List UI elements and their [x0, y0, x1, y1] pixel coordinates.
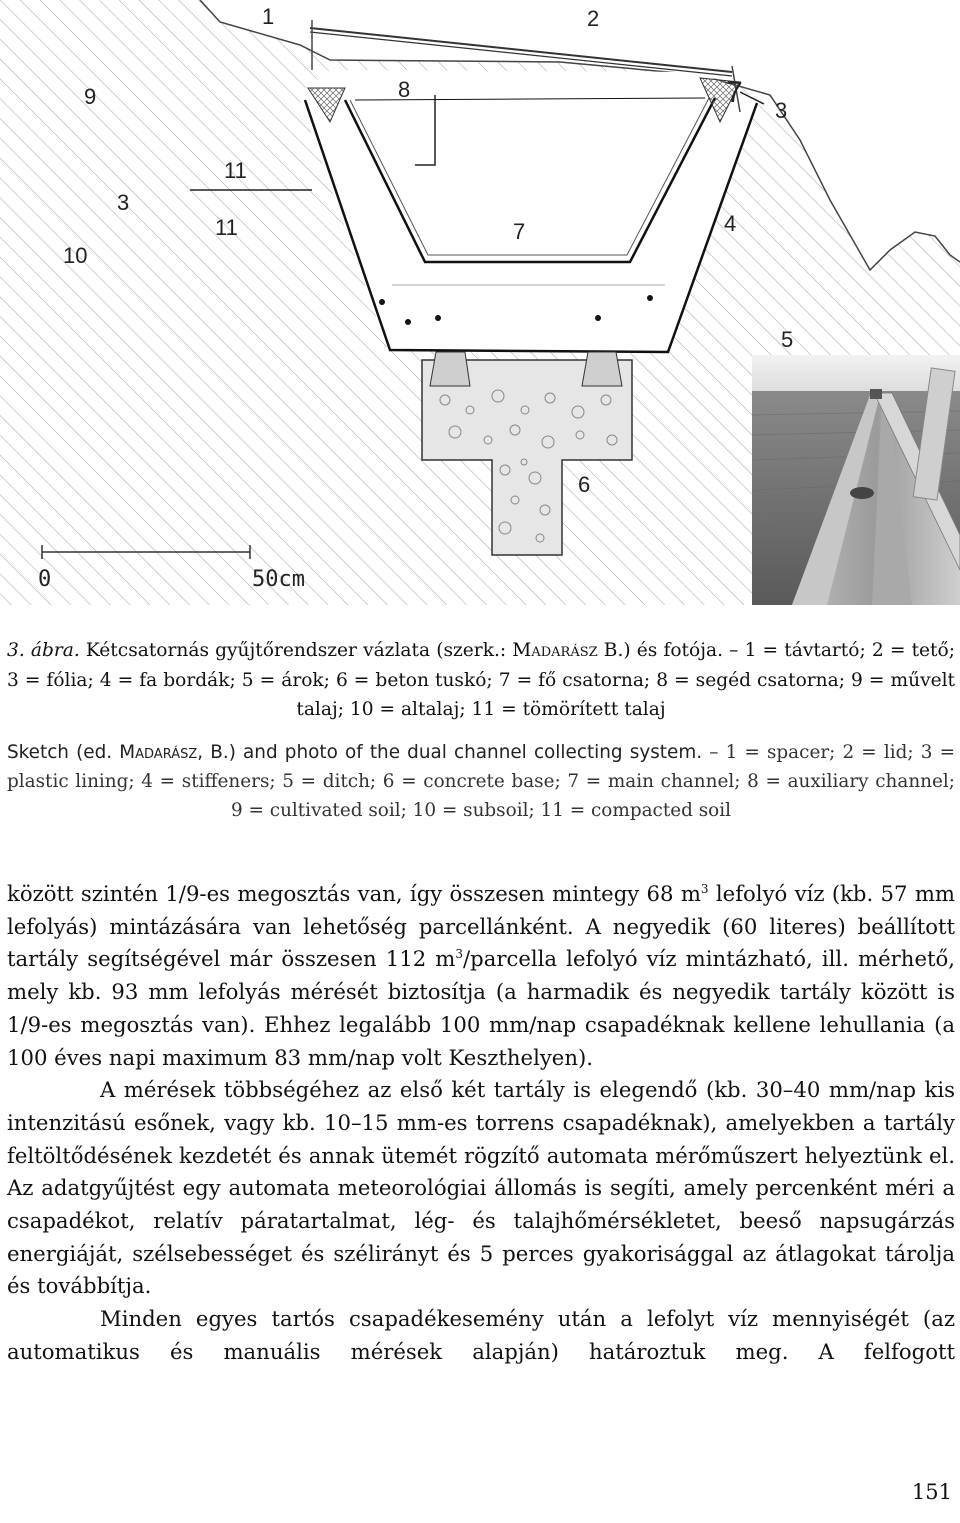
dot-marker: [435, 315, 441, 321]
caption-hu-text-2: B.) és fotója. – 1 = távtartó; 2 = tető; 3 = fólia; 4 = fa bordák; 5 = árok; 6 = beton tuskó; 7 = fő csatorna; 8 = segéd csatorna; 9 = művelt talaj; 10 = altalaj; 11 = tömörített talaj: [7, 640, 955, 720]
caption-hu-text-1: Kétcsatornás gyűjtőrendszer vázlata (szerk.:: [79, 640, 513, 661]
p1-text-b: lefolyó víz (kb. 57 mm lefolyás) mintázására van lehetőség parcellánként. A negyedik (60 literes) beállított tartály segítségével már összesen 112 m: [7, 881, 956, 972]
dot-marker: [379, 299, 385, 305]
callout-6: 6: [578, 472, 591, 497]
callout-9: 9: [84, 84, 97, 109]
callout-2: 2: [587, 6, 600, 31]
dot-marker: [405, 319, 411, 325]
page-number: 151: [911, 1480, 952, 1504]
caption-en-text-1: Sketch (ed.: [7, 742, 120, 763]
caption-hungarian: [7, 636, 955, 725]
paragraph-3: Minden egyes tartós csapadékesemény után a lefolyt víz mennyiségét (az automatikus és manuális mérések alapján) határoztuk meg. A felfogott: [7, 1306, 955, 1364]
caption-en-author: Madarász: [119, 742, 198, 763]
callout-5: 5: [781, 327, 794, 352]
p1-text-a: között szintén 1/9-es megosztás van, így összesen mintegy 68 m: [7, 881, 701, 906]
scale-end-label: 50cm: [252, 567, 305, 592]
callout-3-left: 3: [117, 190, 130, 215]
dot-marker: [595, 315, 601, 321]
caption-lead: 3. ábra.: [7, 640, 80, 661]
paragraph-1: [7, 878, 955, 1074]
caption-hu-author: Madarász: [512, 640, 598, 661]
p1-superscript-1: 3: [700, 881, 709, 896]
callout-8: 8: [398, 77, 411, 102]
callout-7-top: 7: [726, 76, 743, 109]
dot-marker: [647, 295, 653, 301]
callout-3-right: 3: [775, 98, 788, 123]
paragraph-2: A mérések többségéhez az első két tartály is elegendő (kb. 30–40 mm/nap kis intenzitású esőnek, vagy kb. 10–15 mm-es torrens csapadéknak), amelyekben a tartály feltöltődésének kezdetét és annak ütemét rögzítő automata mérőműszert helyeztünk el. Az adatgyűjtést egy automata meteorológiai állomás is segíti, amely percenként méri a csapadékot, relatív páratartalmat, lég- és talajhőmérsékletet, beeső napsugárzás energiáját, szélsebességet és szélirányt és 5 perces gyakorisággal az átlagokat tárolja és továbbítja.: [7, 1077, 955, 1299]
scale-start-label: 0: [38, 567, 52, 592]
callout-1: 1: [262, 4, 275, 29]
channel-photo: [752, 355, 960, 605]
callout-11-upper: 11: [224, 158, 247, 183]
callout-11-lower: 11: [215, 215, 238, 240]
caption-en-text-3: – 1 = spacer; 2 = lid; 3 = plastic lining; 4 = stiffeners; 5 = ditch; 6 = concrete base; 7 = main channel; 8 = auxiliary channel; 9 = cultivated soil; 10 = subsoil; 11 = compacted soil: [7, 742, 955, 821]
wedge-left: [430, 352, 470, 386]
callout-10: 10: [63, 243, 88, 268]
caption-en-text-2: , B.) and photo of the dual channel collecting system.: [197, 742, 703, 763]
photo-illustration: [752, 355, 960, 605]
body-text: [7, 878, 955, 1369]
caption-english: [7, 738, 955, 825]
figure-sketch: [0, 0, 960, 610]
callout-4: 4: [724, 211, 737, 236]
p1-superscript-2: 3: [455, 947, 464, 962]
wedge-right: [582, 352, 622, 386]
callout-7-center: 7: [513, 219, 526, 244]
p1-text-c: /parcella lefolyó víz mintázható, ill. mérhető, mely kb. 93 mm lefolyás mérését biztosítja (a harmadik és negyedik tartály között is 1/9-es megosztás van). Ehhez legalább 100 mm/nap csapadéknak kellene lehullania (a 100 éves napi maximum 83 mm/nap volt Keszthelyen).: [7, 946, 955, 1070]
